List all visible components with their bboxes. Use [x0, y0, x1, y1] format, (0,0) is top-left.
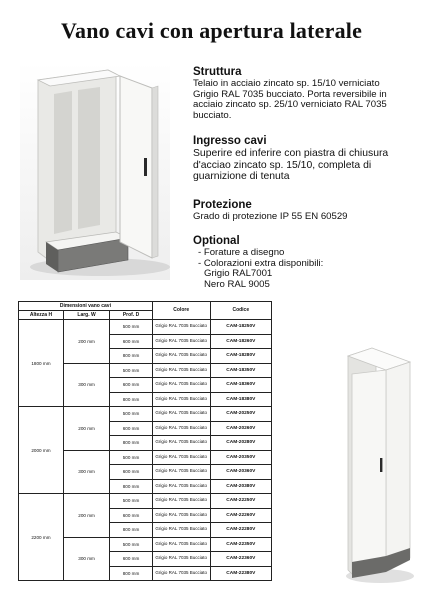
colore-cell: Grigio RAL 7035 Bucciato — [152, 421, 210, 436]
colore-cell: Grigio RAL 7035 Bucciato — [152, 566, 210, 581]
altezza-cell: 2200 mm — [19, 494, 64, 581]
altezza-cell: 1800 mm — [19, 320, 64, 407]
profondita-cell: 800 mm — [110, 349, 153, 364]
codice-cell: CAM-18250V — [210, 320, 271, 335]
optional-item: Grigio RAL7001 — [204, 268, 273, 280]
colore-cell: Grigio RAL 7035 Bucciato — [152, 523, 210, 538]
profondita-cell: 600 mm — [110, 421, 153, 436]
colore-cell: Grigio RAL 7035 Bucciato — [152, 320, 210, 335]
struttura-line: Telaio in acciaio zincato sp. 15/10 verniciato — [193, 78, 380, 89]
protezione-text — [193, 212, 415, 223]
table-row — [19, 320, 272, 335]
protezione-heading: Protezione — [193, 198, 252, 211]
profondita-cell: 600 mm — [110, 334, 153, 349]
larghezza-cell: 300 mm — [63, 537, 109, 581]
ingresso-line: Superire ed inferire con piastra di chiusura — [193, 148, 389, 160]
table-body — [19, 320, 272, 581]
profondita-cell: 600 mm — [110, 508, 153, 523]
struttura-line: acciaio zincato sp. 25/10 verniciato RAL 7035 — [193, 99, 387, 111]
colore-cell: Grigio RAL 7035 Bucciato — [152, 537, 210, 552]
profondita-cell: 500 mm — [110, 494, 153, 509]
larghezza-cell: 300 mm — [63, 363, 109, 407]
optional-list — [193, 248, 415, 290]
colore-cell: Grigio RAL 7035 Bucciato — [152, 363, 210, 378]
profondita-cell: 800 mm — [110, 436, 153, 451]
optional-item: - Forature a disegno — [198, 247, 285, 259]
larghezza-cell: 200 mm — [63, 494, 109, 538]
colore-cell: Grigio RAL 7035 Bucciato — [152, 465, 210, 480]
codice-cell: CAM-20260V — [210, 421, 271, 436]
codice-cell: CAM-18260V — [210, 334, 271, 349]
profondita-cell: 800 mm — [110, 392, 153, 407]
colore-header: Colore — [152, 302, 210, 320]
codice-cell: CAM-22350V — [210, 537, 271, 552]
ingresso-line: d'acciao zincato sp. 15/10, completa di — [193, 159, 372, 171]
colore-cell: Grigio RAL 7035 Bucciato — [152, 349, 210, 364]
larghezza-cell: 200 mm — [63, 407, 109, 451]
dimensions-group-header: Dimensioni vano cavi — [19, 302, 153, 311]
profondita-cell: 500 mm — [110, 320, 153, 335]
codice-cell: CAM-20350V — [210, 450, 271, 465]
struttura-line: bucciato. — [193, 109, 232, 121]
colore-cell: Grigio RAL 7035 Bucciato — [152, 378, 210, 393]
ingresso-text — [193, 148, 415, 182]
codice-cell: CAM-20250V — [210, 407, 271, 422]
colore-cell: Grigio RAL 7035 Bucciato — [152, 436, 210, 451]
colore-cell: Grigio RAL 7035 Bucciato — [152, 334, 210, 349]
optional-item: Nero RAL 9005 — [204, 278, 270, 290]
codice-cell: CAM-18360V — [210, 378, 271, 393]
colore-cell: Grigio RAL 7035 Bucciato — [152, 508, 210, 523]
profondita-cell: 500 mm — [110, 363, 153, 378]
dimensions-table — [18, 301, 272, 581]
struttura-text — [193, 79, 415, 121]
protezione-line: Grado di protezione IP 55 EN 60529 — [193, 210, 348, 222]
profondita-cell: 500 mm — [110, 450, 153, 465]
codice-cell: CAM-20360V — [210, 465, 271, 480]
profondita-header: Prof. D — [110, 311, 153, 320]
codice-cell: CAM-18350V — [210, 363, 271, 378]
table-row — [19, 407, 272, 422]
codice-cell: CAM-22250V — [210, 494, 271, 509]
profondita-cell: 600 mm — [110, 465, 153, 480]
page-title: Vano cavi con apertura laterale — [60, 18, 363, 43]
codice-header: Codice — [210, 302, 271, 320]
altezza-header: Altezza H — [19, 311, 64, 320]
profondita-cell: 500 mm — [110, 537, 153, 552]
table-row — [19, 494, 272, 509]
product-photo-closed-cabinet — [340, 340, 418, 588]
profondita-cell: 600 mm — [110, 378, 153, 393]
struttura-heading: Struttura — [193, 66, 242, 78]
spec-sections — [193, 66, 415, 291]
profondita-cell: 800 mm — [110, 523, 153, 538]
codice-cell: CAM-22360V — [210, 552, 271, 567]
larghezza-cell: 300 mm — [63, 450, 109, 494]
product-photo-open-frame — [20, 62, 170, 280]
struttura-line: Grigio RAL 7035 bucciato. Porta reversibile in — [193, 88, 387, 100]
profondita-cell: 500 mm — [110, 407, 153, 422]
codice-cell: CAM-22380V — [210, 566, 271, 581]
codice-cell: CAM-20280V — [210, 436, 271, 451]
altezza-cell: 2000 mm — [19, 407, 64, 494]
colore-cell: Grigio RAL 7035 Bucciato — [152, 552, 210, 567]
profondita-cell: 800 mm — [110, 566, 153, 581]
colore-cell: Grigio RAL 7035 Bucciato — [152, 407, 210, 422]
larghezza-header: Larg. W — [63, 311, 109, 320]
codice-cell: CAM-18280V — [210, 349, 271, 364]
colore-cell: Grigio RAL 7035 Bucciato — [152, 494, 210, 509]
codice-cell: CAM-22260V — [210, 508, 271, 523]
ingresso-line: guarnizione di tenuta — [193, 171, 290, 183]
codice-cell: CAM-22280V — [210, 523, 271, 538]
ingresso-heading: Ingresso cavi — [193, 135, 267, 148]
colore-cell: Grigio RAL 7035 Bucciato — [152, 479, 210, 494]
colore-cell: Grigio RAL 7035 Bucciato — [152, 450, 210, 465]
codice-cell: CAM-20380V — [210, 479, 271, 494]
optional-heading: Optional — [193, 235, 240, 248]
larghezza-cell: 200 mm — [63, 320, 109, 364]
colore-cell: Grigio RAL 7035 Bucciato — [152, 392, 210, 407]
codice-cell: CAM-18380V — [210, 392, 271, 407]
profondita-cell: 800 mm — [110, 479, 153, 494]
optional-item: - Colorazioni extra disponibili: — [198, 257, 324, 269]
profondita-cell: 600 mm — [110, 552, 153, 567]
